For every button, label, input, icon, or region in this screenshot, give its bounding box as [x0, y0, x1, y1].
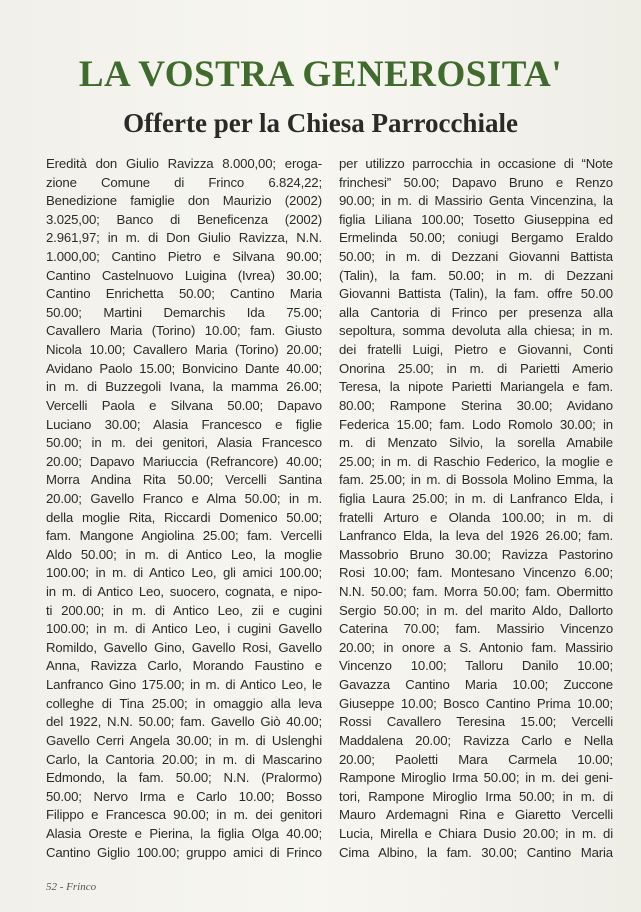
- text-line: Luciano 30.00; Alasia Francesco e figlie: [46, 416, 322, 432]
- text-line: Caterina 70.00; fam. Massirio Vincenzo: [339, 621, 613, 637]
- text-line: 50.00; in m. di Dezzani Giovanni Battista: [339, 249, 613, 265]
- text-line: 80.00; Rampone Sterina 30.00; Avidano: [339, 397, 613, 413]
- text-line: Cantino Enrichetta 50.00; Cantino Maria: [46, 286, 322, 302]
- text-line: 3.025,00; Banco di Beneficenza (2002): [46, 211, 322, 227]
- text-line: Benedizione famiglie don Maurizio (2002): [46, 193, 322, 209]
- text-line: Gavazza Cantino Maria 10.00; Zuccone: [339, 677, 613, 693]
- text-line: 1.000,00; Cantino Pietro e Silvana 90.00;: [46, 249, 322, 265]
- text-line: Sergio 50.00; in m. del marito Aldo, Dallorto: [339, 602, 613, 618]
- text-line: 2.961,97; in m. di Don Giulio Ravizza, N.N.: [46, 230, 322, 246]
- text-line: Rossi Cavallero Teresina 15.00; Vercelli: [339, 714, 613, 730]
- text-line: 50.00; in m. dei genitori, Alasia Francesco: [46, 435, 322, 451]
- text-line: fam. 25.00; in m. di Bossola Molino Emma, la: [339, 472, 613, 488]
- text-line: Avidano Paolo 15.00; Bonvicino Dante 40.00;: [46, 360, 322, 376]
- text-line: fam. Mangone Angiolina 25.00; fam. Vercelli: [46, 528, 322, 544]
- text-line: 50.00; Martini Demarchis Ida 75.00;: [46, 304, 322, 320]
- text-line: Morra Andina Rita 50.00; Vercelli Santina: [46, 472, 322, 488]
- text-line: Cima Albino, la fam. 30.00; Cantino Maria: [339, 844, 613, 860]
- text-line: 20.00; in onore a S. Antonio fam. Massirio: [339, 639, 613, 655]
- text-line: Onorina 25.00; in m. di Parietti Amerio: [339, 360, 613, 376]
- text-line: Edmondo, la fam. 50.00; N.N. (Pralormo): [46, 770, 322, 786]
- text-line: 90.00; in m. di Massirio Genta Vincenzina, la: [339, 193, 613, 209]
- text-line: Romildo, Gavello Gino, Gavello Rosi, Gavello: [46, 639, 322, 655]
- text-line: Massobrio Bruno 30.00; Ravizza Pastorino: [339, 546, 613, 562]
- text-line: Rosi 10.00; fam. Montesano Vincenzo 6.00;: [339, 565, 613, 581]
- text-line: Anna, Ravizza Carlo, Morando Faustino e: [46, 658, 322, 674]
- page-folio: 52 - Frinco: [46, 881, 97, 893]
- text-line: Aldo 50.00; in m. di Antico Leo, la moglie: [46, 546, 322, 562]
- text-line: m. di Menzato Silvio, la sorella Amabile: [339, 435, 613, 451]
- text-line: alla Cantoria di Frinco per presenza alla: [339, 304, 613, 320]
- text-line: 100.00; in m. di Antico Leo, i cugini Gavello: [46, 621, 322, 637]
- text-line: Alasia Oreste e Pierina, la figlia Olga 40.00;: [46, 825, 322, 841]
- text-line: in m. di Antico Leo, suocero, cognata, e nipo-: [46, 584, 322, 600]
- text-line: del 1922, N.N. 50.00; fam. Gavello Giò 40.00;: [46, 714, 322, 730]
- text-line: Giovanni Battista (Talin), la fam. offre 50.00: [339, 286, 613, 302]
- text-line: Maddalena 20.00; Ravizza Carlo e Nella: [339, 732, 613, 748]
- text-line: figlia Liliana 100.00; Tosetto Giuseppina ed: [339, 211, 613, 227]
- page-subtitle: Offerte per la Chiesa Parrocchiale: [123, 108, 518, 138]
- text-line: Mauro Ardemagni Rina e Giaretto Vercelli: [339, 807, 613, 823]
- text-line: Gavello Cerri Angela 30.00; in m. di Uslenghi: [46, 732, 322, 748]
- text-line: Vincenzo 10.00; Talloru Danilo 10.00;: [339, 658, 613, 674]
- text-line: 25.00; in m. di Raschio Federico, la moglie e: [339, 453, 613, 469]
- text-line: fratelli Arturo e Olanda 100.00; in m. di: [339, 509, 613, 525]
- text-line: Ermelinda 50.00; coniugi Bergamo Eraldo: [339, 230, 613, 246]
- text-line: Filippo e Francesca 90.00; in m. dei genitori: [46, 807, 322, 823]
- text-line: zione Comune di Frinco 6.824,22;: [46, 174, 322, 190]
- text-line: (Talin), la fam. 50.00; in m. di Dezzani: [339, 267, 613, 283]
- text-line: figlia Laura 25.00; in m. di Lanfranco Elda, i: [339, 490, 613, 506]
- text-line: Vercelli Paola e Silvana 50.00; Dapavo: [46, 397, 322, 413]
- text-line: N.N. 50.00; fam. Morra 50.00; fam. Obermitto: [339, 584, 613, 600]
- text-column-left: [46, 155, 322, 862]
- text-line: Giuseppe 10.00; Bosco Cantino Prima 10.00;: [339, 695, 613, 711]
- text-line: Lanfranco Gino 175.00; in m. di Antico Leo, le: [46, 677, 322, 693]
- text-line: Rampone Miroglio Irma 50.00; in m. dei geni-: [339, 770, 613, 786]
- text-line: della moglie Rita, Riccardi Domenico 50.00;: [46, 509, 322, 525]
- text-line: sepoltura, somma devoluta alla chiesa; in m.: [339, 323, 613, 339]
- text-line: Eredità don Giulio Ravizza 8.000,00; eroga-: [46, 156, 322, 171]
- text-line: Lanfranco Elda, la leva del 1926 26.00; fam.: [339, 528, 613, 544]
- text-line: Carlo, la Cantoria 20.00; in m. di Mascarino: [46, 751, 322, 767]
- text-line: dei fratelli Luigi, Pietro e Giovanni, Conti: [339, 342, 613, 358]
- text-line: Cavallero Maria (Torino) 10.00; fam. Giusto: [46, 323, 322, 339]
- text-line: 20.00; Gavello Franco e Alma 50.00; in m.: [46, 490, 322, 506]
- text-line: 50.00; Nervo Irma e Carlo 10.00; Bosso: [46, 788, 322, 804]
- text-line: in m. di Buzzegoli Ivana, la mamma 26.00;: [46, 379, 322, 395]
- text-line: per utilizzo parrocchia in occasione di “Note: [339, 156, 613, 171]
- text-line: Lucia, Mirella e Chiara Dusio 20.00; in m. di: [339, 825, 613, 841]
- text-line: frinchesi” 50.00; Dapavo Bruno e Renzo: [339, 174, 613, 190]
- text-line: ti 200.00; in m. di Antico Leo, zii e cugini: [46, 602, 322, 618]
- text-line: 100.00; in m. di Antico Leo, gli amici 100.00;: [46, 565, 322, 581]
- text-line: Federica 15.00; fam. Lodo Romolo 30.00; in: [339, 416, 613, 432]
- text-line: Cantino Castelnuovo Luigina (Ivrea) 30.00;: [46, 267, 322, 283]
- text-line: 20.00; Paoletti Mara Carmela 10.00;: [339, 751, 613, 767]
- text-line: tori, Rampone Miroglio Irma 50.00; in m. di: [339, 788, 613, 804]
- text-line: Nicola 10.00; Cavallero Maria (Torino) 20.00;: [46, 342, 322, 358]
- text-line: 20.00; Dapavo Mariuccia (Refrancore) 40.00;: [46, 453, 322, 469]
- text-line: colleghe di Tina 25.00; in omaggio alla leva: [46, 695, 322, 711]
- page-title: LA VOSTRA GENEROSITA': [78, 54, 563, 95]
- text-line: Cantino Giglio 100.00; gruppo amici di Frinco: [46, 844, 322, 860]
- text-line: Teresa, la nipote Parietti Mariangela e fam.: [339, 379, 613, 395]
- text-column-right: [339, 155, 613, 862]
